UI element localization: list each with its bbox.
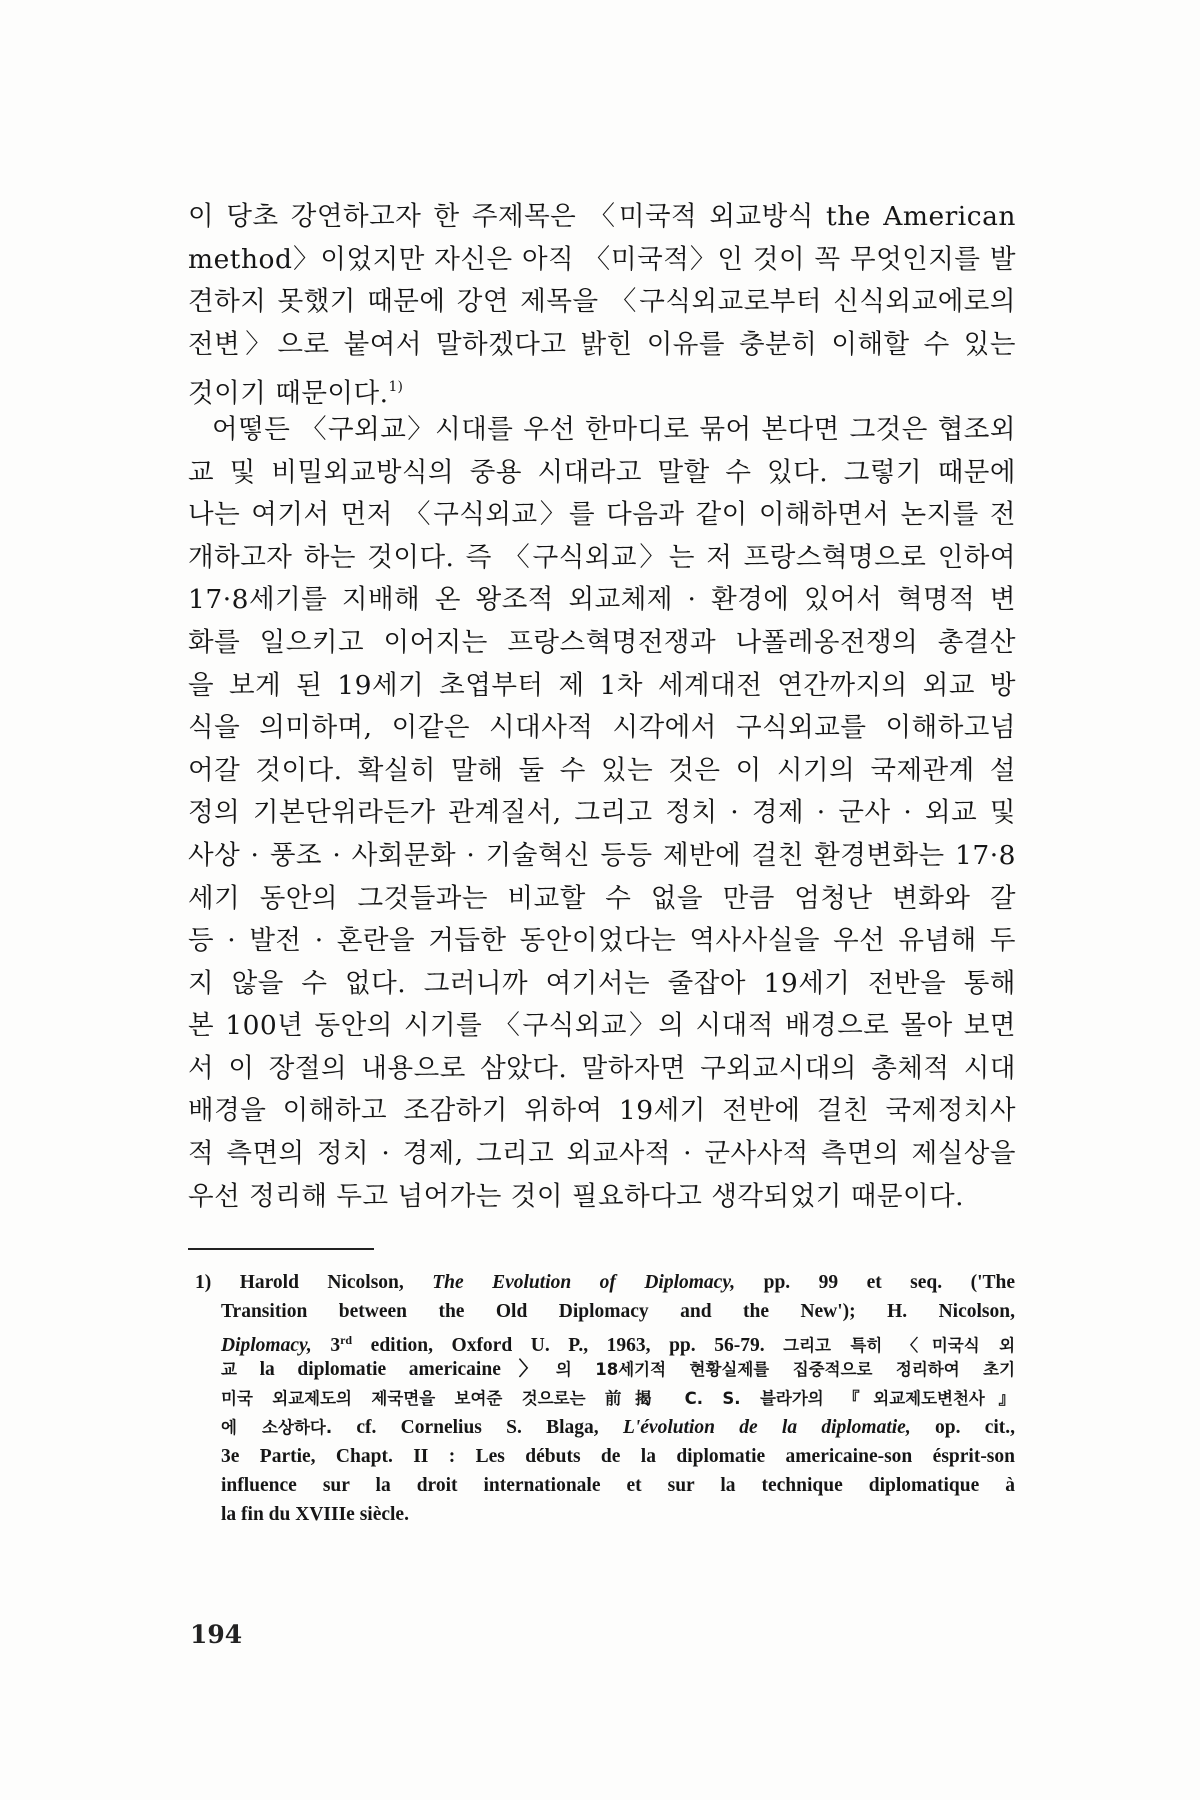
text-line: 우선 정리해 두고 넘어가는 것이 필요하다고 생각되었기 때문이다.: [188, 1180, 965, 1212]
footnote-korean-text: 에 소상하다.: [221, 1418, 333, 1437]
text-line-content: 것이기 때문이다.: [188, 378, 389, 410]
footnote-korean-text: 미국 외교제도의 제국면을 보여준 것으로는 前揭 C. S. 블라가의 『외교제도변천사』: [221, 1389, 1015, 1408]
text-line: 견하지 못했기 때문에 강연 제목을 〈구식외교로부터 신식외교에로의: [188, 286, 1016, 318]
text-line: 어떻든 〈구외교〉시대를 우선 한마디로 묶어 본다면 그것은 협조외: [212, 413, 1016, 445]
text-line: 개하고자 하는 것이다. 즉 〈구식외교〉는 저 프랑스혁명으로 인하여: [188, 541, 1016, 573]
text-line: 화를 일으키고 이어지는 프랑스혁명전쟁과 나폴레옹전쟁의 총결산: [188, 626, 1016, 658]
page-number: 194: [190, 1620, 243, 1649]
text-line: 적 측면의 정치 · 경제, 그리고 외교사적 · 군사사적 측면의 제실상을: [188, 1138, 1016, 1170]
footnote-divider: [188, 1248, 374, 1250]
footnote-text: la diplomatie americaine〉: [259, 1359, 556, 1380]
text-line: 등 · 발전 · 혼란을 거듭한 동안이었다는 역사사실을 우선 유념해 두: [188, 925, 1016, 957]
footnote-reference[interactable]: 1): [388, 379, 403, 396]
text-line: 서 이 장절의 내용으로 삼았다. 말하자면 구외교시대의 총체적 시대: [188, 1052, 1016, 1084]
footnote-korean-text: 교: [221, 1360, 237, 1379]
paragraph-1: [188, 196, 1016, 409]
footnote-line: [195, 1355, 1015, 1384]
footnote-text: cf. Cornelius S. Blaga,: [356, 1417, 599, 1438]
text-line: 본 100년 동안의 시기를 〈구식외교〉의 시대적 배경으로 몰아 보면: [188, 1010, 1016, 1042]
text-line: 사상 · 풍조 · 사회문화 · 기술혁신 등등 제반에 걸친 환경변화는 17·8: [188, 839, 1016, 871]
footnote-line: [195, 1268, 1015, 1297]
footnote-line: Transition between the Old Diplomacy and the New'); H. Nicolson,: [221, 1301, 1015, 1322]
text-line: 전변〉으로 붙여서 말하겠다고 밝힌 이유를 충분히 이해할 수 있는: [188, 328, 1016, 360]
footnote-line: la fin du XVIIIe siècle.: [221, 1504, 409, 1525]
text-line: 교 및 비밀외교방식의 중용 시대라고 말할 수 있다. 그렇기 때문에: [188, 456, 1016, 488]
text-line: 식을 의미하며, 이같은 시대사적 시각에서 구식외교를 이해하고넘: [188, 712, 1016, 744]
footnote: [195, 1268, 1015, 1529]
footnote-korean-text: 의 18세기적 현황실제를 집중적으로 정리하여 초기: [555, 1360, 1016, 1379]
text-line: 정의 기본단위라든가 관계질서, 그리고 정치 · 경제 · 군사 · 외교 및: [188, 797, 1016, 829]
text-line: [188, 366, 1016, 409]
text-line: 배경을 이해하고 조감하기 위하여 19세기 전반에 걸친 국제정치사: [188, 1095, 1016, 1127]
footnote-text: op. cit.,: [934, 1417, 1016, 1438]
text-line: 지 않을 수 없다. 그러니까 여기서는 줄잡아 19세기 전반을 통해: [188, 967, 1016, 999]
footnote-title: Diplomacy,: [221, 1335, 312, 1356]
text-line: 이 당초 강연하고자 한 주제목은 〈미국적 외교방식 the American: [188, 201, 1016, 232]
footnote-line: [195, 1413, 1015, 1442]
footnote-line: influence sur la droit internationale et sur la technique diplomatique à: [221, 1475, 1015, 1496]
paragraph-2: [188, 409, 1016, 1218]
text-line: 을 보게 된 19세기 초엽부터 제 1차 세계대전 연간까지의 외교 방: [188, 669, 1016, 701]
footnote-text: 3: [330, 1335, 341, 1356]
footnote-line: [195, 1326, 1015, 1355]
footnote-number: 1): [195, 1272, 212, 1293]
text-line: 17·8세기를 지배해 온 왕조적 외교체제 · 환경에 있어서 혁명적 변: [188, 584, 1016, 616]
footnote-korean-text: 그리고 특히 〈미국식 외: [783, 1336, 1016, 1355]
footnote-text: pp. 99 et seq. ('The: [763, 1272, 1016, 1293]
main-text: [188, 196, 1016, 1218]
text-line: 세기 동안의 그것들과는 비교할 수 없을 만큼 엄청난 변화와 갈: [188, 882, 1016, 914]
text-line: method〉이었지만 자신은 아직 〈미국적〉인 것이 꼭 무엇인지를 발: [188, 243, 1016, 275]
footnote-author: Harold Nicolson,: [239, 1272, 404, 1293]
footnote-superscript: rd: [340, 1333, 353, 1347]
footnote-line: [195, 1384, 1015, 1413]
footnote-line: 3e Partie, Chapt. II : Les débuts de la diplomatie americaine-son ésprit-son: [221, 1446, 1015, 1467]
footnote-text: edition, Oxford U. P., 1963, pp. 56-79.: [370, 1335, 765, 1356]
text-line: 어갈 것이다. 확실히 말해 둘 수 있는 것은 이 시기의 국제관계 설: [188, 754, 1016, 786]
footnote-title: L'évolution de la diplomatie,: [622, 1417, 911, 1438]
footnote-title: The Evolution of Diplomacy,: [432, 1272, 736, 1293]
text-line: 나는 여기서 먼저 〈구식외교〉를 다음과 같이 이해하면서 논지를 전: [188, 499, 1016, 531]
